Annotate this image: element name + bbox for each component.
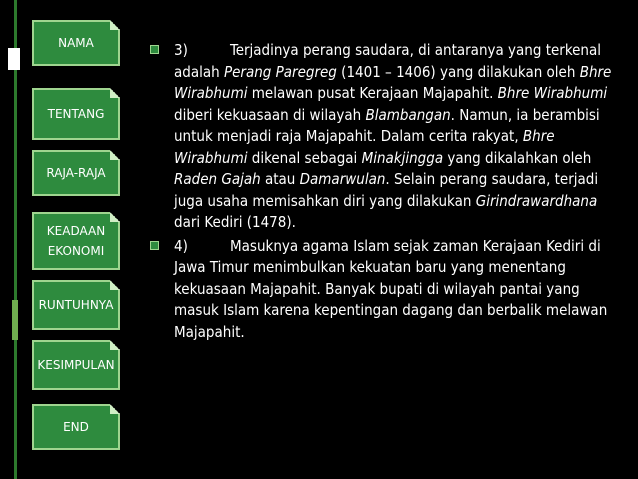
italic-term: Girindrawardhana — [475, 191, 598, 210]
italic-term: Damarwulan — [299, 170, 386, 188]
text-run: (1401 – 1406) yang dilakukan oleh — [336, 62, 580, 81]
fold-corner — [110, 340, 120, 350]
fold-corner — [110, 20, 120, 30]
italic-term: Blambangan — [365, 105, 451, 124]
fold-corner — [110, 404, 120, 414]
text-run: Masuknya agama Islam sejak zaman Kerajaan Kediri di Jawa Timur menimbulkan kekuatan baru yang menentang kekuasaan Majapahit. Banyak bupati di wilayah pantai yang masuk Islam karena kepentingan dagang dan berbalik melawan Majapahit. — [174, 236, 608, 341]
fold-corner — [110, 280, 120, 290]
nav-button-runtuhnya[interactable] — [32, 280, 120, 330]
left-edge-mark — [12, 300, 18, 340]
fold-corner — [110, 212, 120, 222]
nav-button-kesimpulan[interactable] — [32, 340, 120, 390]
nav-button-label: KEADAAN EKONOMI — [46, 224, 106, 258]
text-run: melawan pusat Kerajaan Majapahit. — [247, 84, 498, 102]
italic-term: Bhre Wirabhumi — [174, 127, 555, 167]
nav-button-label: END — [63, 420, 89, 434]
nav-button-tentang[interactable] — [32, 88, 120, 140]
paragraph-3 — [150, 40, 620, 234]
nav-button-nama[interactable] — [32, 20, 120, 66]
fold-corner — [110, 150, 120, 160]
nav-button-raja-raja[interactable] — [32, 150, 120, 196]
paragraph-4 — [150, 236, 620, 344]
text-run: dikenal sebagai — [247, 148, 362, 167]
left-edge-line — [14, 0, 17, 479]
italic-term: Perang Paregreg — [223, 62, 337, 81]
nav-button-end[interactable] — [32, 404, 120, 450]
bullet-icon — [150, 45, 159, 54]
text-run: yang dikalahkan oleh — [443, 148, 592, 167]
italic-term: Bhre Wirabhumi — [497, 84, 608, 102]
text-run: . Selain perang saudara, terjadi juga usaha memisahkan diri yang dilakukan — [174, 170, 599, 210]
italic-term: Bhre Wirabhumi — [174, 62, 612, 102]
slide-content — [150, 40, 620, 345]
text-run: dari Kediri (1478). — [174, 213, 296, 231]
bullet-icon — [150, 241, 159, 250]
fold-corner — [110, 88, 120, 98]
italic-term: Raden Gajah — [174, 170, 261, 188]
nav-button-label: RUNTUHNYA — [38, 298, 114, 312]
nav-button-label: TENTANG — [47, 107, 105, 121]
text-run: atau — [260, 170, 300, 188]
nav-button-label: KESIMPULAN — [37, 358, 115, 372]
text-run: Terjadinya perang saudara, di antaranya yang terkenal adalah — [174, 41, 601, 81]
left-edge-mark — [8, 48, 20, 70]
item-number: 3) — [174, 41, 188, 59]
nav-button-label: RAJA-RAJA — [46, 166, 106, 180]
nav-button-label: NAMA — [58, 36, 94, 50]
text-run: diberi kekuasaan di wilayah — [174, 105, 366, 124]
italic-term: Minakjingga — [361, 148, 444, 167]
text-run: . Namun, ia berambisi untuk menjadi raja Majapahit. Dalam cerita rakyat, — [174, 105, 600, 145]
nav-button-keadaan-ekonomi[interactable] — [32, 212, 120, 270]
item-number: 4) — [174, 236, 188, 255]
